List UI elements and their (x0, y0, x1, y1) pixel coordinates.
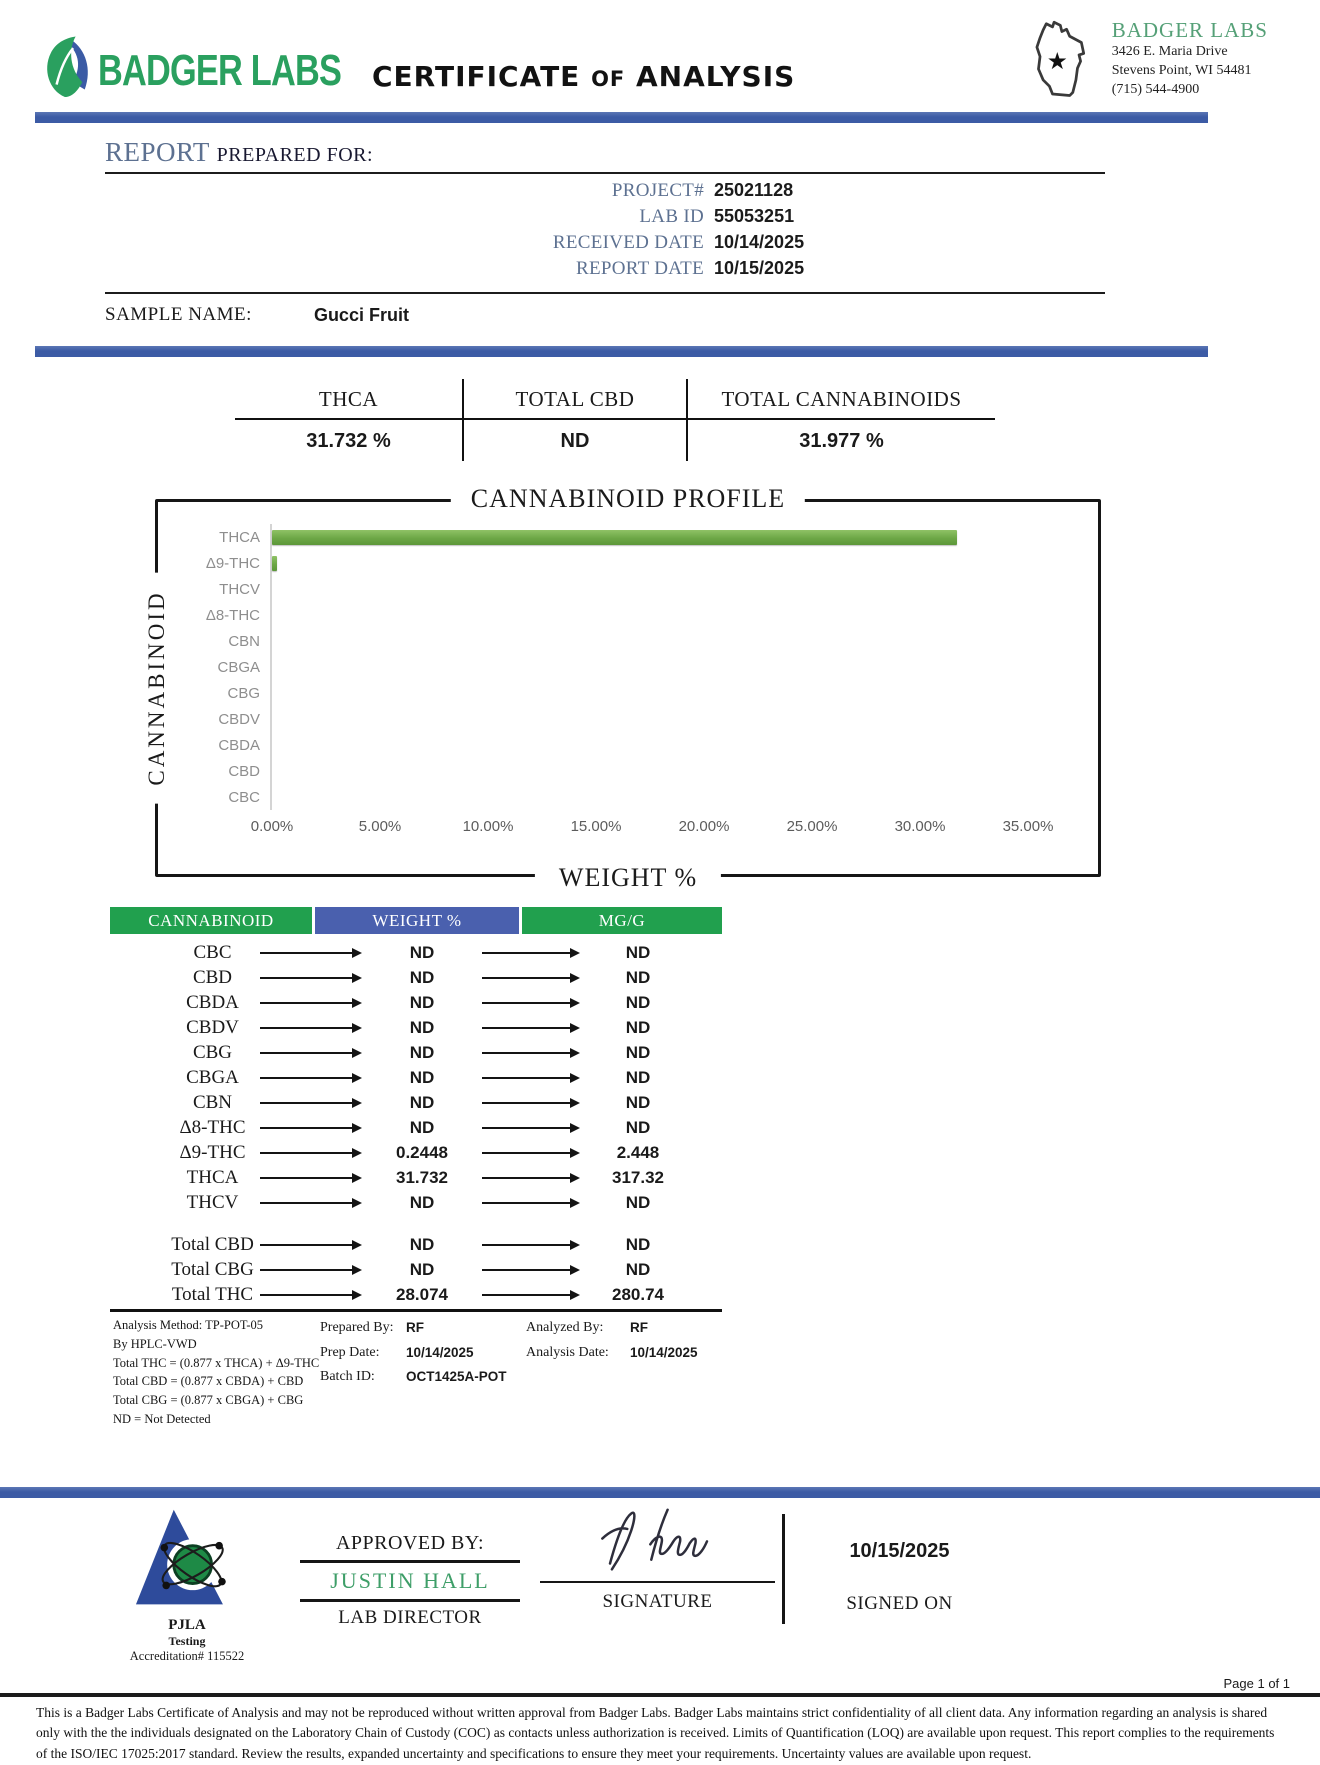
results-rows (110, 940, 722, 1307)
chart-bar-track (270, 602, 1098, 628)
row-cannabinoid-name: Total THC (110, 1282, 315, 1307)
header-cannabinoid: CANNABINOID (110, 907, 312, 934)
table-row (110, 1257, 722, 1282)
row-weight-value: ND (372, 1090, 472, 1115)
field-label: REPORT DATE (576, 258, 704, 280)
arrow-right-icon (260, 1052, 360, 1054)
chart-category-label: CBGA (158, 659, 270, 676)
table-row (110, 1090, 722, 1115)
summary-value-total-cbd: ND (462, 420, 688, 461)
row-cannabinoid-name: CBGA (110, 1065, 315, 1090)
chart-bar (272, 556, 277, 571)
divider-bar-mid (35, 346, 1208, 357)
row-cannabinoid-name: CBDV (110, 1015, 315, 1040)
title-part1: CERTIFICATE (372, 60, 580, 93)
arrow-right-icon (482, 1027, 578, 1029)
row-cannabinoid-name: CBN (110, 1090, 315, 1115)
report-field-row (105, 206, 822, 232)
arrow-right-icon (482, 952, 578, 954)
chart-bar-track (270, 550, 1098, 576)
accreditation-sub: Testing (112, 1634, 262, 1649)
arrow-right-icon (482, 1127, 578, 1129)
row-mgg-value: 2.448 (588, 1140, 688, 1165)
approved-by-block (300, 1532, 520, 1629)
note-row (526, 1316, 846, 1341)
arrow-right-icon (260, 1027, 360, 1029)
note-row (526, 1341, 846, 1366)
summary-value-total-cannabinoids: 31.977 % (688, 420, 995, 461)
table-bottom-rule (110, 1309, 722, 1312)
title-of: OF (591, 67, 625, 91)
chart-bar-track (270, 680, 1098, 706)
chart-category-label: CBC (158, 789, 270, 806)
chart-bar-track (270, 628, 1098, 654)
signature-block (540, 1504, 775, 1613)
prep-note-label: Batch ID: (320, 1365, 398, 1390)
badger-leaf-icon (40, 34, 98, 107)
arrow-right-icon (482, 1002, 578, 1004)
row-weight-value: 28.074 (372, 1282, 472, 1307)
chart-category-label: CBDV (158, 711, 270, 728)
analysis-note-label: Analyzed By: (526, 1316, 622, 1341)
chart-bar-track (270, 758, 1098, 784)
rule (105, 292, 1105, 294)
table-row (110, 1115, 722, 1140)
row-mgg-value: ND (588, 1040, 688, 1065)
table-gap (110, 1215, 722, 1232)
row-cannabinoid-name: Δ8-THC (110, 1115, 315, 1140)
field-value: 25021128 (714, 180, 822, 201)
chart-category-label: CBDA (158, 737, 270, 754)
signed-on-label: SIGNED ON (802, 1593, 997, 1615)
arrow-right-icon (260, 1294, 360, 1296)
signature-rule (540, 1581, 775, 1583)
table-row (110, 1040, 722, 1065)
pjla-logo-icon (128, 1597, 246, 1614)
chart-bar-track (270, 654, 1098, 680)
logo-text: BADGER LABS (98, 46, 341, 96)
lab-address-block (1026, 18, 1268, 111)
chart-x-tick: 5.00% (359, 818, 402, 835)
chart-x-tick: 10.00% (463, 818, 514, 835)
method-note-line: By HPLC-VWD (113, 1335, 320, 1354)
chart-bar-track (270, 784, 1098, 810)
report-heading (105, 137, 1105, 168)
table-row (110, 1232, 722, 1257)
method-notes (113, 1316, 1320, 1429)
row-cannabinoid-name: Δ9-THC (110, 1140, 315, 1165)
analysis-note-value: 10/14/2025 (630, 1341, 698, 1366)
chart-category-label: Δ9-THC (158, 555, 270, 572)
row-weight-value: ND (372, 940, 472, 965)
chart-x-tick: 35.00% (1003, 818, 1054, 835)
field-value: 10/14/2025 (714, 232, 822, 253)
arrow-right-icon (260, 1269, 360, 1271)
row-weight-value: ND (372, 1115, 472, 1140)
chart-bar (272, 530, 957, 545)
note-row (320, 1316, 526, 1341)
analysis-notes (526, 1316, 846, 1429)
lab-phone: (715) 544-4900 (1112, 81, 1268, 100)
potency-summary (235, 379, 1320, 461)
chart-row (158, 784, 1098, 810)
row-mgg-value: ND (588, 1115, 688, 1140)
row-weight-value: ND (372, 1015, 472, 1040)
arrow-right-icon (482, 1269, 578, 1271)
row-weight-value: ND (372, 990, 472, 1015)
lab-name: BADGER LABS (1112, 18, 1268, 43)
rule (300, 1599, 520, 1602)
report-heading-accent: REPORT (105, 137, 209, 167)
row-weight-value: 31.732 (372, 1165, 472, 1190)
chart-row (158, 732, 1098, 758)
chart-row (158, 628, 1098, 654)
table-row (110, 1015, 722, 1040)
arrow-right-icon (260, 1177, 360, 1179)
row-cannabinoid-name: THCA (110, 1165, 315, 1190)
sample-name-value: Gucci Fruit (314, 305, 409, 326)
chart-x-axis (272, 810, 1098, 840)
field-label: RECEIVED DATE (553, 232, 704, 254)
row-weight-value: ND (372, 965, 472, 990)
approver-title: LAB DIRECTOR (300, 1607, 520, 1629)
method-note-line: Total CBD = (0.877 x CBDA) + CBD (113, 1372, 320, 1391)
chart-x-tick: 25.00% (787, 818, 838, 835)
arrow-right-icon (482, 1152, 578, 1154)
footer-rule (0, 1693, 1320, 1697)
table-row (110, 1065, 722, 1090)
chart-bar-track (270, 732, 1098, 758)
arrow-right-icon (482, 1294, 578, 1296)
chart-row (158, 706, 1098, 732)
divider-bar-footer (0, 1487, 1320, 1498)
signature-label: SIGNATURE (540, 1591, 775, 1613)
star-icon: ★ (1046, 49, 1067, 75)
lab-address-line1: 3426 E. Maria Drive (1112, 43, 1268, 62)
chart-bar-track (270, 706, 1098, 732)
row-mgg-value: ND (588, 965, 688, 990)
arrow-right-icon (482, 1077, 578, 1079)
chart-x-tick: 15.00% (571, 818, 622, 835)
prep-note-label: Prepared By: (320, 1316, 398, 1341)
chart-category-label: THCA (158, 529, 270, 546)
signature-image (568, 1563, 748, 1580)
chart-x-tick: 30.00% (895, 818, 946, 835)
chart-title: CANNABINOID PROFILE (451, 484, 805, 514)
report-section (105, 137, 1105, 346)
prep-note-value: RF (406, 1316, 424, 1341)
sample-name-label: SAMPLE NAME: (105, 304, 252, 326)
analysis-method-notes (113, 1316, 320, 1429)
chart-row (158, 576, 1098, 602)
signed-date: 10/15/2025 (802, 1540, 997, 1563)
results-table (110, 907, 722, 1312)
table-row (110, 990, 722, 1015)
row-weight-value: ND (372, 1040, 472, 1065)
report-field-row (105, 232, 822, 258)
row-cannabinoid-name: CBD (110, 965, 315, 990)
row-mgg-value: ND (588, 1257, 688, 1282)
row-mgg-value: ND (588, 1090, 688, 1115)
arrow-right-icon (260, 1077, 360, 1079)
row-weight-value: ND (372, 1257, 472, 1282)
badger-labs-logo (40, 34, 410, 107)
row-mgg-value: ND (588, 1065, 688, 1090)
wisconsin-map-icon (1026, 18, 1104, 111)
chart-x-tick: 20.00% (679, 818, 730, 835)
title-part2: ANALYSIS (636, 60, 795, 93)
chart-x-tick: 0.00% (251, 818, 294, 835)
arrow-right-icon (260, 1152, 360, 1154)
accreditation-number: Accreditation# 115522 (112, 1649, 262, 1664)
row-cannabinoid-name: Total CBG (110, 1257, 315, 1282)
table-row (110, 1165, 722, 1190)
row-weight-value: ND (372, 1065, 472, 1090)
rule (300, 1560, 520, 1563)
row-mgg-value: 317.32 (588, 1165, 688, 1190)
row-mgg-value: 280.74 (588, 1282, 688, 1307)
prep-note-value: 10/14/2025 (406, 1341, 474, 1366)
method-note-line: Total CBG = (0.877 x CBGA) + CBG (113, 1391, 320, 1410)
chart-x-axis-label: WEIGHT % (535, 863, 721, 893)
arrow-right-icon (482, 1202, 578, 1204)
row-mgg-value: ND (588, 1232, 688, 1257)
analysis-note-label: Analysis Date: (526, 1341, 622, 1366)
results-table-header (110, 907, 722, 934)
chart-row (158, 524, 1098, 550)
arrow-right-icon (260, 1202, 360, 1204)
chart-row (158, 680, 1098, 706)
rule (105, 172, 1105, 174)
row-weight-value: 0.2448 (372, 1140, 472, 1165)
summary-label-total-cbd: TOTAL CBD (462, 379, 688, 420)
summary-label-thca: THCA (235, 379, 462, 420)
report-field-row (105, 258, 822, 284)
table-row (110, 940, 722, 965)
row-mgg-value: ND (588, 1015, 688, 1040)
header-mg-g: MG/G (522, 907, 722, 934)
note-row (320, 1365, 526, 1390)
signed-on-block (802, 1540, 997, 1615)
table-row (110, 1190, 722, 1215)
note-row (320, 1341, 526, 1366)
arrow-right-icon (260, 1127, 360, 1129)
arrow-right-icon (260, 1002, 360, 1004)
field-label: PROJECT# (612, 180, 704, 202)
field-value: 55053251 (714, 206, 822, 227)
approver-name: JUSTIN HALL (300, 1568, 520, 1594)
chart-row (158, 550, 1098, 576)
page-number: Page 1 of 1 (0, 1676, 1290, 1691)
row-cannabinoid-name: CBG (110, 1040, 315, 1065)
chart-bar-track (270, 576, 1098, 602)
pjla-accreditation-block (112, 1506, 262, 1664)
cannabinoid-profile-chart (155, 499, 1101, 877)
chart-category-label: CBN (158, 633, 270, 650)
prep-notes (320, 1316, 526, 1429)
row-weight-value: ND (372, 1232, 472, 1257)
arrow-right-icon (482, 1244, 578, 1246)
accreditation-org: PJLA (112, 1617, 262, 1634)
table-row (110, 1140, 722, 1165)
chart-row (158, 602, 1098, 628)
row-mgg-value: ND (588, 1190, 688, 1215)
approval-section (0, 1498, 1320, 1676)
arrow-right-icon (482, 977, 578, 979)
chart-plot (158, 524, 1098, 810)
arrow-right-icon (482, 1052, 578, 1054)
table-row (110, 1282, 722, 1307)
disclaimer-text: This is a Badger Labs Certificate of Analysis and may not be reproduced without written approval from Badger Labs. Badger Labs maintains strict confidentiality of all client data. Any information regarding an analysis is shared only with the the individuals designated on the Laboratory Chain of Custody (COC) as contacts unless authorization is received. Limits of Quantification (LOQ) are available upon request. This report complies to the requirements of the ISO/IEC 17025:2017 standard. Review the results, expanded uncertainty and specifications to ensure they meet your requirements. Uncertainty values are available upon request. (36, 1703, 1284, 1765)
arrow-right-icon (482, 1177, 578, 1179)
field-value: 10/15/2025 (714, 258, 822, 279)
arrow-right-icon (260, 952, 360, 954)
method-note-line: ND = Not Detected (113, 1410, 320, 1429)
row-mgg-value: ND (588, 990, 688, 1015)
row-cannabinoid-name: CBC (110, 940, 315, 965)
chart-y-axis-label: CANNABINOID (142, 572, 172, 803)
row-weight-value: ND (372, 1190, 472, 1215)
method-note-line: Analysis Method: TP-POT-05 (113, 1316, 320, 1335)
lab-address-line2: Stevens Point, WI 54481 (1112, 62, 1268, 81)
chart-row (158, 758, 1098, 784)
report-field-row (105, 180, 822, 206)
header (0, 0, 1320, 112)
analysis-note-value: RF (630, 1316, 648, 1341)
chart-row (158, 654, 1098, 680)
summary-value-thca: 31.732 % (235, 420, 462, 461)
summary-label-total-cannabinoids: TOTAL CANNABINOIDS (688, 379, 995, 420)
report-fields (105, 180, 822, 284)
certificate-title (372, 60, 795, 93)
prep-note-label: Prep Date: (320, 1341, 398, 1366)
chart-bar-track (270, 524, 1098, 550)
divider-bar-top (35, 112, 1208, 123)
method-note-line: Total THC = (0.877 x THCA) + Δ9-THC (113, 1354, 320, 1373)
chart-category-label: THCV (158, 581, 270, 598)
approved-by-label: APPROVED BY: (300, 1532, 520, 1555)
chart-category-label: CBD (158, 763, 270, 780)
prep-note-value: OCT1425A-POT (406, 1365, 507, 1390)
table-row (110, 965, 722, 990)
row-mgg-value: ND (588, 940, 688, 965)
chart-category-label: Δ8-THC (158, 607, 270, 624)
arrow-right-icon (260, 977, 360, 979)
row-cannabinoid-name: Total CBD (110, 1232, 315, 1257)
row-cannabinoid-name: THCV (110, 1190, 315, 1215)
arrow-right-icon (482, 1102, 578, 1104)
field-label: LAB ID (639, 206, 704, 228)
report-heading-rest: PREPARED FOR: (217, 144, 373, 166)
vertical-divider (782, 1514, 785, 1624)
arrow-right-icon (260, 1244, 360, 1246)
header-weight-percent: WEIGHT % (315, 907, 519, 934)
chart-category-label: CBG (158, 685, 270, 702)
row-cannabinoid-name: CBDA (110, 990, 315, 1015)
arrow-right-icon (260, 1102, 360, 1104)
